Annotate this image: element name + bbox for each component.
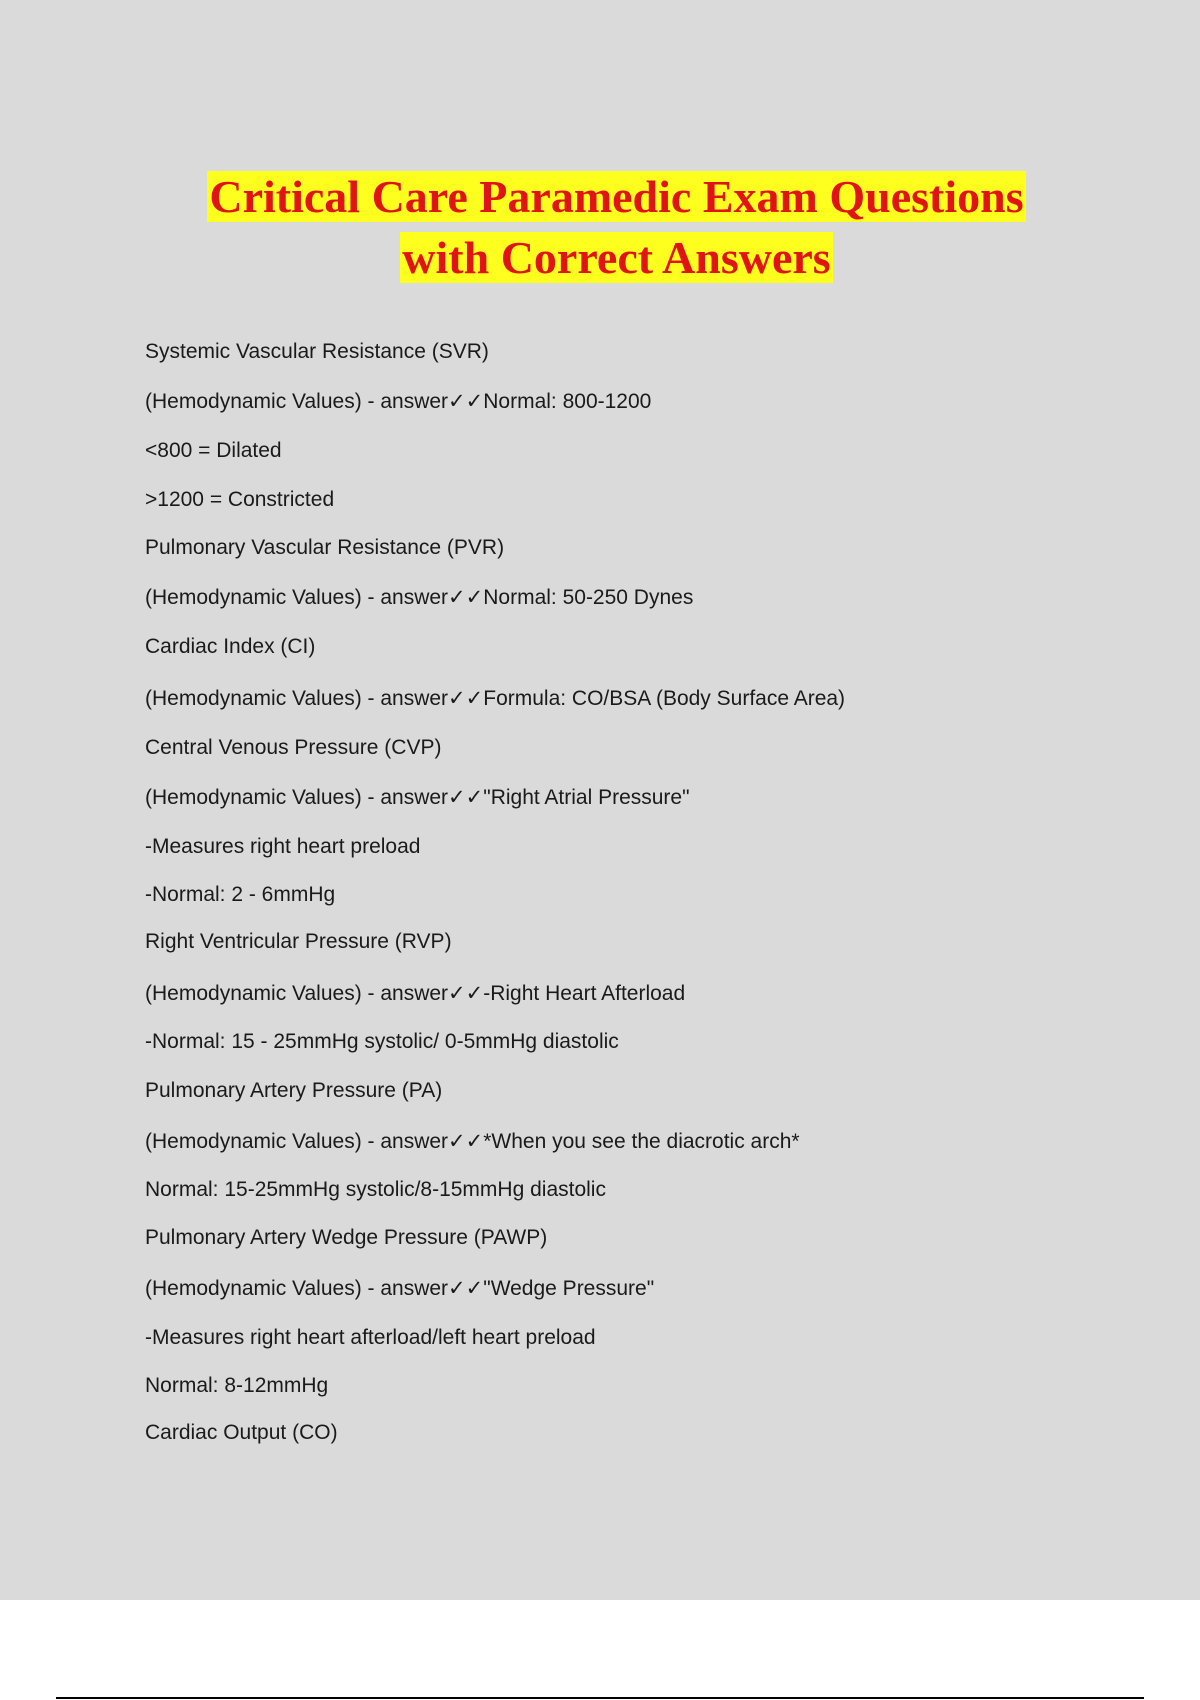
text-line: Central Venous Pressure (CVP) bbox=[145, 736, 442, 759]
text-line: -Measures right heart afterload/left heart preload bbox=[145, 1326, 596, 1349]
text-line: (Hemodynamic Values) - answer✓✓Normal: 800-1200 bbox=[145, 390, 652, 413]
text-line: Right Ventricular Pressure (RVP) bbox=[145, 930, 452, 953]
text-line: >1200 = Constricted bbox=[145, 488, 335, 511]
text-line: (Hemodynamic Values) - answer✓✓Normal: 50-250 Dynes bbox=[145, 586, 694, 609]
title-line-1-text: Critical Care Paramedic Exam Questions bbox=[209, 171, 1024, 222]
text-line: Cardiac Index (CI) bbox=[145, 635, 316, 658]
title-line-2 bbox=[0, 227, 1200, 288]
text-line: (Hemodynamic Values) - answer✓✓"Wedge Pressure" bbox=[145, 1277, 655, 1300]
text-line: (Hemodynamic Values) - answer✓✓"Right Atrial Pressure" bbox=[145, 786, 690, 809]
text-line: Pulmonary Artery Wedge Pressure (PAWP) bbox=[145, 1226, 548, 1249]
text-line: -Measures right heart preload bbox=[145, 835, 421, 858]
title-line-1 bbox=[0, 166, 1200, 227]
text-line: (Hemodynamic Values) - answer✓✓Formula: CO/BSA (Body Surface Area) bbox=[145, 687, 846, 710]
text-line: Normal: 15-25mmHg systolic/8-15mmHg diastolic bbox=[145, 1178, 606, 1201]
footer-divider bbox=[56, 1697, 1144, 1699]
title-line-2-text: with Correct Answers bbox=[402, 232, 831, 283]
text-line: Pulmonary Artery Pressure (PA) bbox=[145, 1079, 443, 1102]
text-line: Pulmonary Vascular Resistance (PVR) bbox=[145, 536, 505, 559]
text-line: <800 = Dilated bbox=[145, 439, 282, 462]
text-line: (Hemodynamic Values) - answer✓✓*When you see the diacrotic arch* bbox=[145, 1130, 800, 1153]
text-line: Normal: 8-12mmHg bbox=[145, 1374, 329, 1397]
document-title bbox=[0, 166, 1200, 288]
text-line: -Normal: 15 - 25mmHg systolic/ 0-5mmHg diastolic bbox=[145, 1030, 619, 1053]
text-line: (Hemodynamic Values) - answer✓✓-Right Heart Afterload bbox=[145, 982, 686, 1005]
text-line: Systemic Vascular Resistance (SVR) bbox=[145, 340, 489, 363]
text-line: -Normal: 2 - 6mmHg bbox=[145, 883, 336, 906]
text-line: Cardiac Output (CO) bbox=[145, 1421, 338, 1444]
